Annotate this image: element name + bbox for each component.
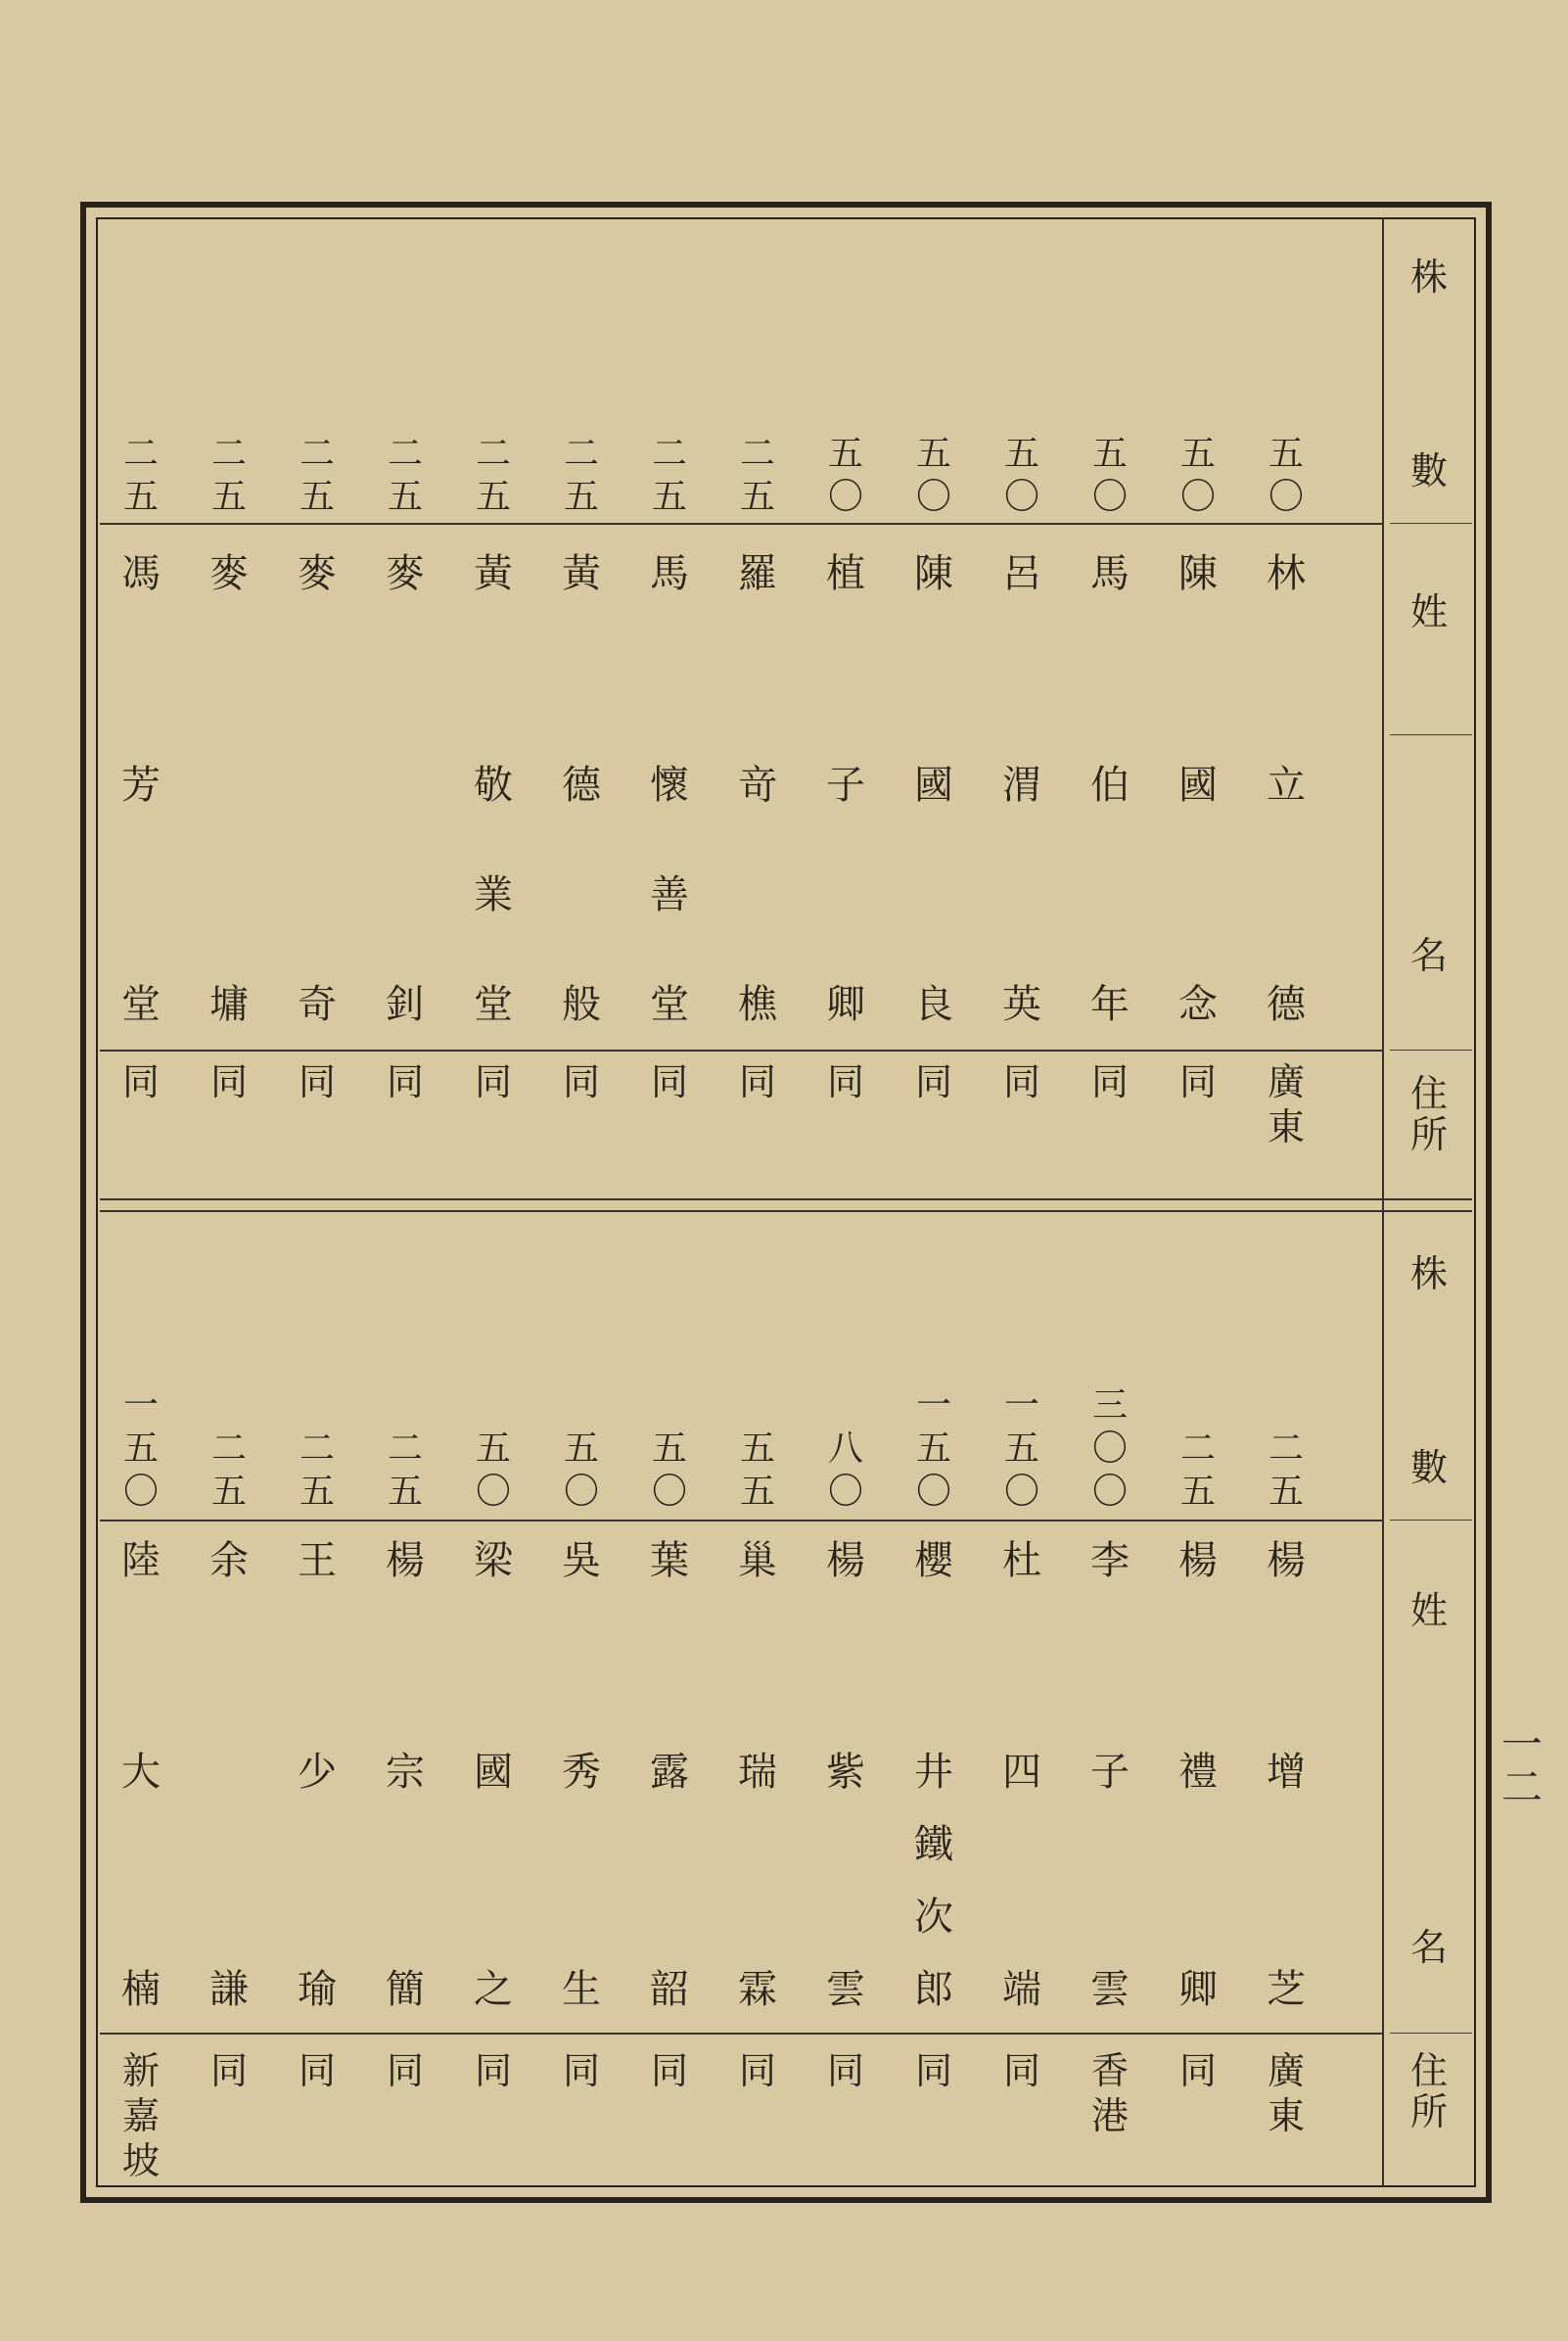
share-count: 二 五 — [210, 434, 247, 517]
surname: 巢 — [738, 1538, 777, 1583]
surname: 陸 — [121, 1538, 161, 1583]
header-surname-label: 姓 — [1409, 590, 1448, 633]
share-count: 五 〇 — [915, 434, 951, 517]
address: 香 港 — [1090, 2049, 1129, 2137]
share-count: 一 五 〇 — [1003, 1385, 1039, 1512]
address: 同 — [121, 1060, 160, 1103]
surname: 王 — [298, 1538, 337, 1583]
header-shares-label: 株 數 — [1409, 1252, 1448, 1489]
share-count: 二 五 — [210, 1428, 247, 1512]
surname: 麥 — [386, 551, 425, 596]
given-name: 四 端 — [1002, 1750, 1041, 2012]
surname: 李 — [1090, 1538, 1130, 1583]
given-name: 大 楠 — [121, 1750, 161, 2012]
page-number: 一 二 — [1500, 1720, 1543, 1811]
header-surname-label: 姓 — [1409, 1589, 1448, 1632]
share-count: 二 五 — [475, 434, 511, 517]
surname: 黃 — [474, 551, 513, 596]
section-divider-a — [100, 1198, 1472, 1200]
surname: 余 — [209, 1538, 249, 1583]
surname: 葉 — [650, 1538, 689, 1583]
given-name: 禮 卿 — [1178, 1750, 1218, 2012]
share-count: 一 五 〇 — [122, 1385, 159, 1512]
address: 同 — [1178, 1060, 1217, 1103]
share-count: 一 五 〇 — [915, 1385, 951, 1512]
share-count: 二 五 — [299, 434, 335, 517]
surname: 楊 — [1178, 1538, 1218, 1583]
hdr-rule-4 — [1390, 1520, 1472, 1521]
surname: 呂 — [1002, 551, 1041, 596]
address: 同 — [209, 1060, 248, 1103]
share-count: 五 〇 — [563, 1428, 599, 1512]
address: 同 — [738, 1060, 776, 1103]
share-count: 五 〇 — [1268, 434, 1304, 517]
address: 同 — [914, 1060, 952, 1103]
header-address-label: 住 所 — [1409, 2049, 1448, 2133]
given-name: 德 般 — [562, 763, 601, 1027]
share-count: 五 〇 — [1179, 434, 1216, 517]
share-count: 二 五 — [739, 434, 775, 517]
surname: 羅 — [738, 551, 777, 596]
given-name: 釗 — [386, 982, 425, 1027]
given-name: 渭 英 — [1002, 763, 1041, 1027]
hdr-rule-5 — [1390, 2033, 1472, 2034]
address: 同 — [474, 2049, 512, 2092]
given-name: 秀 生 — [562, 1750, 601, 2012]
share-count: 八 〇 — [827, 1428, 863, 1512]
surname: 馮 — [121, 551, 161, 596]
surname: 馬 — [1090, 551, 1130, 596]
share-count: 五 〇 — [475, 1428, 511, 1512]
given-name: 子 雲 — [1090, 1750, 1130, 2012]
surname: 楊 — [1267, 1538, 1306, 1583]
header-given-label: 名 — [1409, 1926, 1448, 1969]
section-divider-b — [100, 1210, 1472, 1212]
given-name: 宗 簡 — [386, 1750, 425, 2012]
surname: 梁 — [474, 1538, 513, 1583]
surname: 吳 — [562, 1538, 601, 1583]
surname: 黃 — [562, 551, 601, 596]
given-name: 奇 — [298, 982, 337, 1027]
share-count: 二 五 — [387, 434, 423, 517]
header-divider — [1382, 217, 1384, 2187]
surname: 陳 — [1178, 551, 1218, 596]
share-count: 三 〇 〇 — [1091, 1385, 1128, 1512]
given-name: 增 芝 — [1267, 1750, 1306, 2012]
address: 同 — [298, 2049, 336, 2092]
surname: 植 — [826, 551, 865, 596]
address: 同 — [1002, 1060, 1040, 1103]
share-count: 二 五 — [651, 434, 687, 517]
address: 廣 東 — [1267, 1060, 1305, 1148]
share-count: 二 五 — [387, 1428, 423, 1512]
given-name: 子 卿 — [826, 763, 865, 1027]
surname: 楊 — [826, 1538, 865, 1583]
address: 同 — [914, 2049, 952, 2092]
address: 同 — [826, 1060, 864, 1103]
bottom-name-rule — [100, 2033, 1382, 2035]
given-name: 國 良 — [914, 763, 953, 1027]
address: 同 — [738, 2049, 776, 2092]
share-count: 二 五 — [1179, 1428, 1216, 1512]
address: 同 — [1178, 2049, 1217, 2092]
share-count: 二 五 — [1268, 1428, 1304, 1512]
surname: 杜 — [1002, 1538, 1041, 1583]
address: 同 — [826, 2049, 864, 2092]
address: 同 — [562, 2049, 600, 2092]
address: 同 — [209, 2049, 248, 2092]
share-count: 二 五 — [299, 1428, 335, 1512]
top-shares-rule — [100, 523, 1382, 525]
top-name-rule — [100, 1050, 1382, 1052]
given-name: 墉 — [209, 982, 249, 1027]
address: 同 — [650, 1060, 688, 1103]
given-name: 謙 — [209, 1967, 249, 2012]
surname: 麥 — [298, 551, 337, 596]
address: 同 — [386, 2049, 424, 2092]
address: 新 嘉 坡 — [121, 2049, 160, 2182]
surname: 馬 — [650, 551, 689, 596]
surname: 陳 — [914, 551, 953, 596]
share-count: 五 五 — [739, 1428, 775, 1512]
share-count: 五 〇 — [1091, 434, 1128, 517]
share-count: 五 〇 — [827, 434, 863, 517]
given-name: 瑞 霖 — [738, 1750, 777, 2012]
address: 同 — [298, 1060, 336, 1103]
share-count: 五 〇 — [1003, 434, 1039, 517]
given-name: 少 瑜 — [298, 1750, 337, 2012]
given-name: 井 鐵 次 郎 — [914, 1750, 953, 2012]
surname: 楊 — [386, 1538, 425, 1583]
given-name: 伯 年 — [1090, 763, 1130, 1027]
surname: 櫻 — [914, 1538, 953, 1583]
given-name: 國 念 — [1178, 763, 1218, 1027]
share-count: 五 〇 — [651, 1428, 687, 1512]
surname: 林 — [1267, 551, 1306, 596]
surname: 麥 — [209, 551, 249, 596]
given-name: 立 德 — [1267, 763, 1306, 1027]
given-name: 國 之 — [474, 1750, 513, 2012]
address: 同 — [650, 2049, 688, 2092]
given-name: 懷 善 堂 — [650, 763, 689, 1027]
header-given-label: 名 — [1409, 934, 1448, 977]
bottom-shares-rule — [100, 1520, 1382, 1522]
share-count: 二 五 — [122, 434, 159, 517]
address: 同 — [474, 1060, 512, 1103]
address: 同 — [386, 1060, 424, 1103]
given-name: 敬 業 堂 — [474, 763, 513, 1027]
hdr-rule-2 — [1390, 734, 1472, 735]
address: 同 — [562, 1060, 600, 1103]
given-name: 露 韶 — [650, 1750, 689, 2012]
address: 同 — [1002, 2049, 1040, 2092]
given-name: 竒 樵 — [738, 763, 777, 1027]
share-count: 二 五 — [563, 434, 599, 517]
address: 廣 東 — [1267, 2049, 1305, 2137]
header-shares-label: 株 數 — [1409, 256, 1448, 492]
address: 同 — [1090, 1060, 1129, 1103]
hdr-rule-3 — [1390, 1050, 1472, 1051]
given-name: 紫 雲 — [826, 1750, 865, 2012]
given-name: 芳 堂 — [121, 763, 161, 1027]
hdr-rule-1 — [1390, 523, 1472, 524]
header-address-label: 住 所 — [1409, 1072, 1448, 1156]
